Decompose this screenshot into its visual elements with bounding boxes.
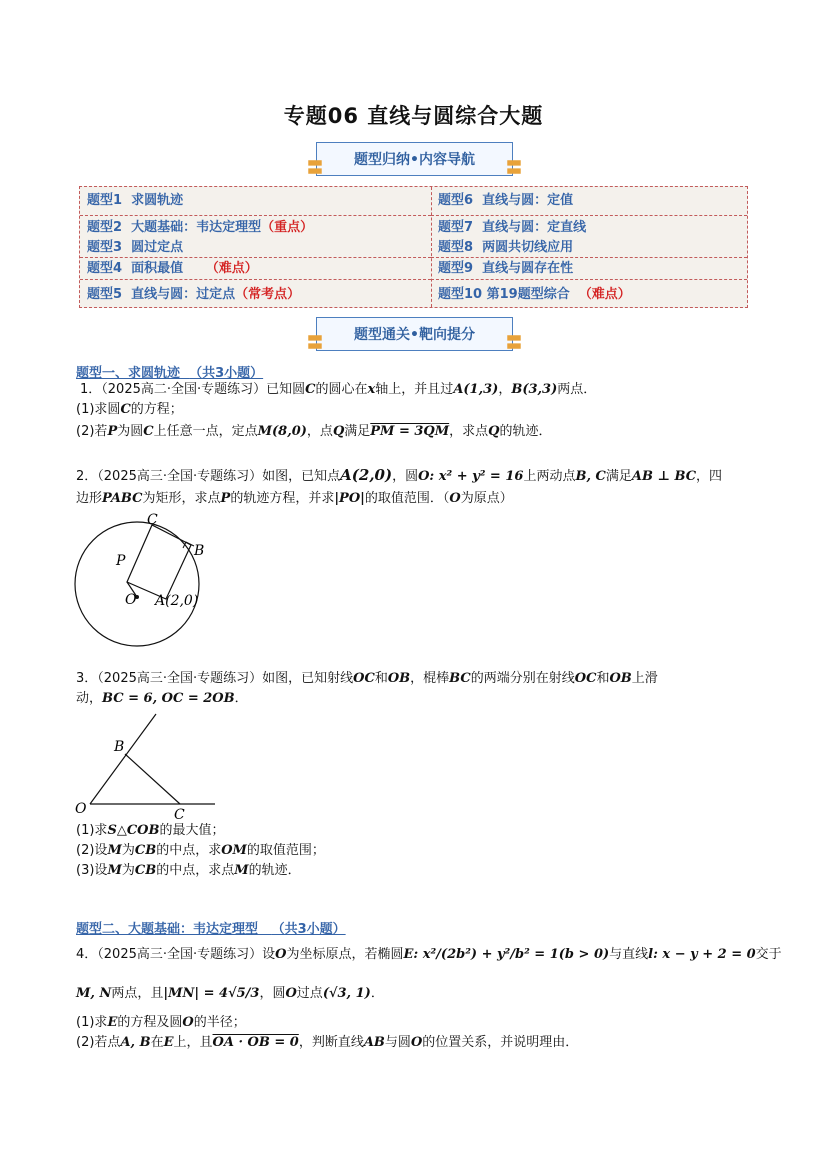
question-2: 2．（2025高三·全国·专题练习）如图，已知点A(2,0)，圆O: x² + y² = 16上两动点B, C满足AB ⊥ BC，四 (76, 466, 723, 484)
decor-icon: 〓 (307, 333, 324, 352)
label-c: C (174, 807, 185, 820)
question-4: 4．（2025高三·全国·专题练习）设O为坐标原点，若椭圆E: x²/(2b²) + y²/b² = 1(b > 0)与直线l: x − y + 2 = 0交于 (76, 947, 782, 962)
label-a: A(2,0) (155, 593, 199, 609)
section-heading: 题型二、大题基础：韦达定理型 （共3小题） (76, 922, 346, 937)
question-4-part-2: (2)若点A, B在E上，且OA · OB = 0，判断直线AB与圆O的位置关系，并说明理由． (76, 1035, 579, 1050)
label-c: C (147, 512, 158, 528)
question-1: 1．（2025高二·全国·专题练习）已知圆C的圆心在x轴上，并且过A(1,3)，B(3,3)两点． (80, 382, 597, 397)
decor-icon: 〓 (505, 158, 522, 177)
nav-banner-text: 题型归纳•内容导航 (354, 152, 475, 168)
label-b: B (114, 739, 125, 755)
label-o: O (125, 592, 137, 608)
label-o: O (75, 801, 87, 817)
figure-rays (70, 712, 220, 820)
practice-banner (307, 317, 522, 352)
nav-item[interactable]: 题型6 直线与圆：定值 (438, 193, 574, 208)
decor-icon: 〓 (505, 333, 522, 352)
nav-item[interactable]: 题型3 圆过定点 (87, 240, 184, 255)
label-b: B (194, 543, 205, 559)
nav-item[interactable]: 题型5 直线与圆：过定点（常考点） (80, 279, 431, 308)
figure-circle-rectangle (70, 508, 210, 656)
section-heading: 题型一、求圆轨迹 （共3小题） (76, 366, 264, 381)
ray-ob (90, 714, 156, 804)
question-4-part-1: (1)求E的方程及圆O的半径； (76, 1015, 246, 1030)
nav-item[interactable]: 题型9 直线与圆存在性 (431, 257, 747, 279)
nav-item[interactable]: 题型4 面积最值 （难点） (80, 257, 431, 279)
practice-banner-text: 题型通关•靶向提分 (354, 327, 475, 343)
nav-item[interactable]: 题型10 第19题型综合 （难点） (431, 279, 747, 308)
question-3-part-2: (2)设M为CB的中点，求OM的取值范围； (76, 843, 325, 858)
label-p: P (116, 553, 126, 569)
nav-right-column (431, 187, 747, 307)
question-2-line-2: 边形PABC为矩形，求点P的轨迹方程，并求|PO|的取值范围．（O为原点） (76, 491, 513, 506)
nav-item[interactable]: 题型2 大题基础：韦达定理型（重点） (80, 215, 431, 239)
decor-icon: 〓 (307, 158, 324, 177)
nav-left-column (80, 187, 432, 307)
nav-banner (307, 142, 522, 177)
question-4-line-2: M, N两点，且|MN| = 4√5/3，圆O过点(√3, 1)． (76, 986, 384, 1001)
circle-o (75, 522, 199, 646)
question-3-part-3: (3)设M为CB的中点，求点M的轨迹． (76, 863, 301, 878)
page-title: 专题06 直线与圆综合大题 (283, 104, 544, 128)
question-1-part-2: (2)若P为圆C上任意一点，定点M(8,0)，点Q满足PM = 3QM，求点Q的轨迹． (76, 424, 552, 439)
right-angle-mark (183, 542, 194, 548)
topic-navigation (79, 186, 748, 308)
question-3-line-2: 动，BC = 6, OC = 2OB． (76, 691, 248, 706)
nav-item[interactable]: 题型1 求圆轨迹 (87, 193, 184, 208)
nav-item[interactable]: 题型7 直线与圆：定直线 (431, 215, 747, 239)
nav-item[interactable]: 题型8 两圆共切线应用 (438, 240, 574, 255)
rod-bc (125, 754, 180, 804)
question-3-part-1: (1)求S△COB的最大值； (76, 823, 225, 838)
question-1-part-1: (1)求圆C的方程； (76, 402, 183, 417)
rectangle-pabc (127, 525, 191, 599)
question-3: 3．（2025高三·全国·专题练习）如图，已知射线OC和OB，棍棒BC的两端分别在射线OC和OB上滑 (76, 671, 658, 686)
